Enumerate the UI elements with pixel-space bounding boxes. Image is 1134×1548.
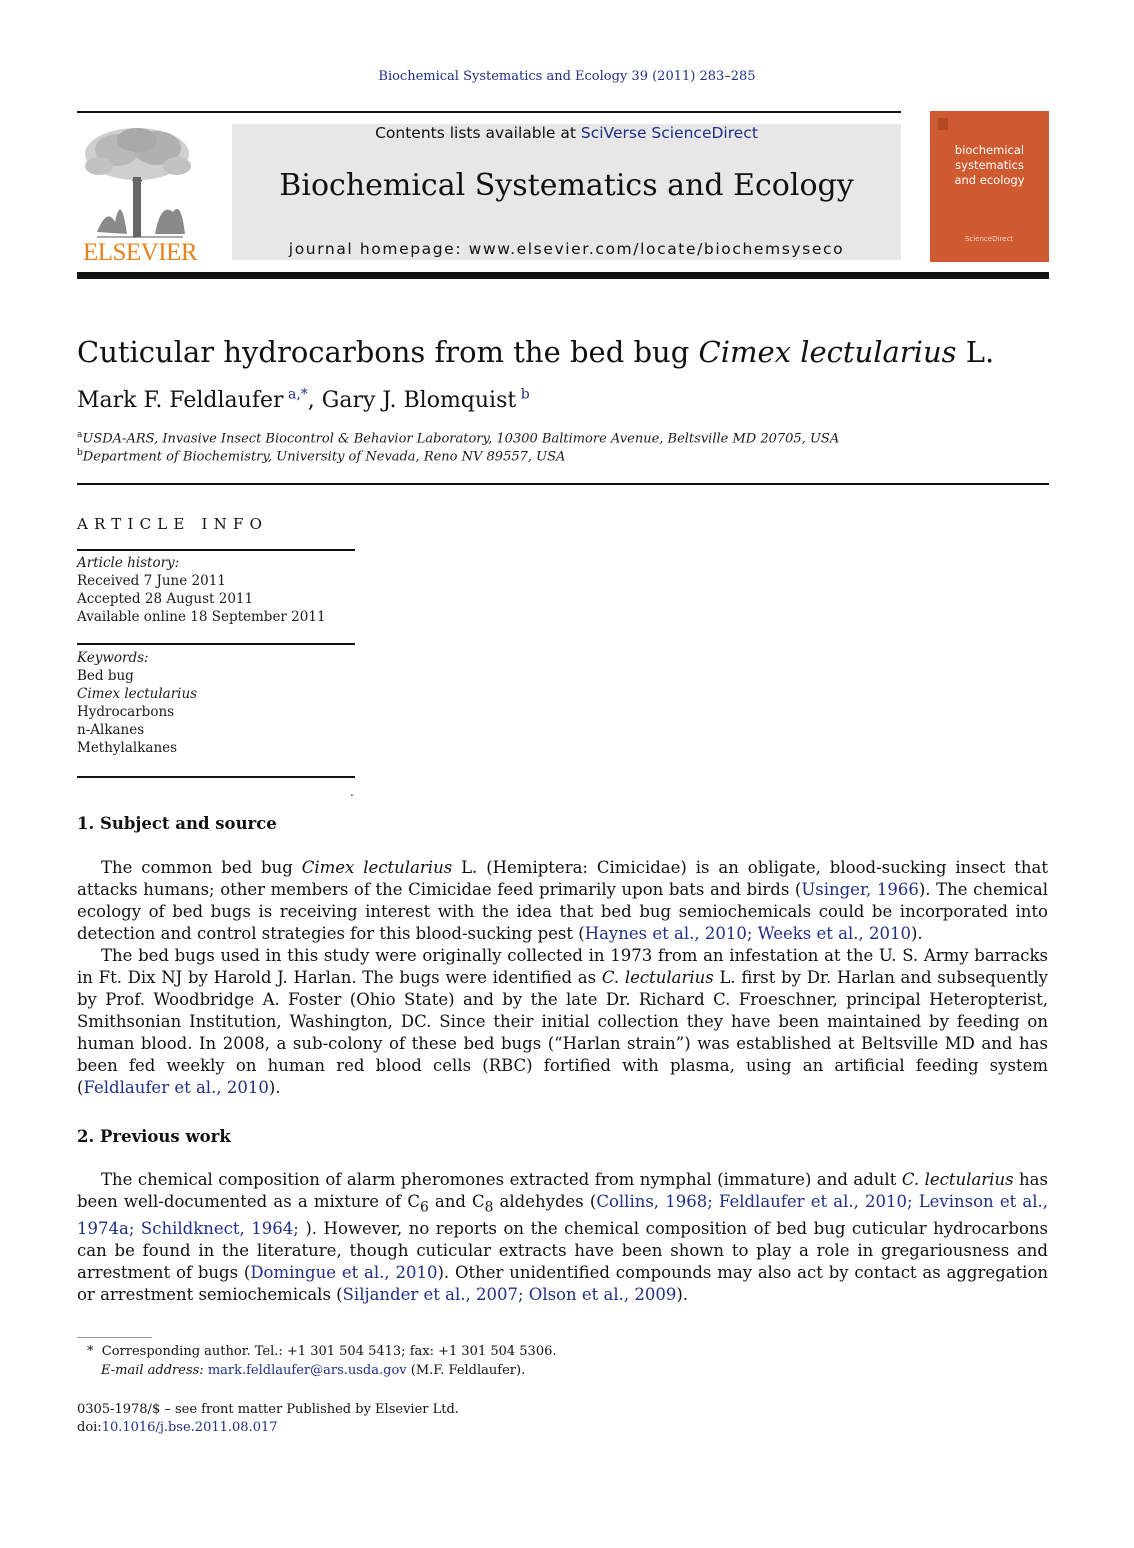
homepage-prefix: journal homepage: [288,240,469,258]
article-title [77,335,994,369]
affiliation-mark[interactable]: b [520,386,530,403]
keyword: Bed bug [77,668,134,684]
paragraph [77,945,1048,1099]
subscript: 6 [419,1199,429,1216]
journal-homepage [232,240,901,258]
doi-prefix: doi: [77,1420,102,1435]
title-suffix: L. [956,335,995,369]
article-info-heading: ARTICLE INFO [77,515,269,533]
keyword: Methylalkanes [77,740,178,756]
cover-title [938,143,1041,188]
front-matter: 0305-1978/$ – see front matter Published by Elsevier Ltd. [77,1402,459,1417]
text: has been well-documented as a mixture of C [77,1170,1048,1211]
text: The bed bugs used in this study were originally collected in 1973 from an infestation at the U. S. Army barracks in Ft. Dix NJ by Harold J. Harlan. The bugs were identified as [77,946,1048,987]
text: ). [910,924,923,943]
keyword: Hydrocarbons [77,704,175,720]
sciencedirect-link[interactable]: SciVerse ScienceDirect [580,124,758,142]
info-rule [77,776,355,778]
text: ). [268,1078,281,1097]
title-species: Cimex lectularius [698,335,957,369]
affiliation-text: USDA-ARS, Invasive Insect Biocontrol & Behavior Laboratory, 10300 Baltimore Avenue, Beltsville MD 20705, USA [82,431,840,447]
info-rule [77,549,355,551]
text: ). Other unidentified compounds may also act by contact as aggregation or arrestment semiochemicals ( [77,1263,1049,1305]
history-item: Available online 18 September 2011 [77,609,326,625]
doi-link[interactable]: 10.1016/j.bse.2011.08.017 [101,1420,278,1435]
text: The common bed bug [101,858,302,877]
text: aldehydes ( [493,1192,597,1211]
contents-line [232,124,901,142]
author-list [77,388,530,413]
corresponding-footnote [87,1342,557,1361]
affiliation-letter: b [77,448,83,458]
email-footnote [101,1361,525,1380]
doi-line [77,1418,278,1437]
email-link[interactable]: mark.feldlaufer@ars.usda.gov [207,1363,407,1378]
affiliation-mark[interactable]: a, [287,386,301,403]
text: L. (Hemiptera: Cimicidae) is an obligate, blood-sucking insect that attacks humans; other members of the Cimicidae feed primarily upon bats and birds ( [77,858,1049,899]
author-name[interactable]: Mark F. Feldlaufer [77,388,284,413]
footnote-text: Corresponding author. Tel.: +1 301 504 5413; fax: +1 301 504 5306. [101,1344,557,1359]
section-body [77,857,1048,1099]
section-heading: 2. Previous work [77,1127,231,1146]
keyword: Cimex lectularius [77,686,198,702]
text: ). However, no reports on the chemical composition of bed bug cuticular hydrocarbons can be found in the literature, though cuticular extracts have been shown to play a role in gregariousness and arrestment of bugs ( [77,1219,1048,1283]
keyword: n-Alkanes [77,722,145,738]
species-name: C. lectularius [601,968,714,987]
info-rule [77,643,355,645]
text: The chemical composition of alarm pheromones extracted from nymphal (immature) and adult [101,1170,902,1189]
cover-elsevier-icon [938,118,948,130]
homepage-url[interactable]: www.elsevier.com/locate/biochemsyseco [468,240,845,258]
corresponding-mark[interactable]: * [300,386,308,403]
cover-sciencedirect: ScienceDirect [964,235,1014,243]
text: ). [676,1285,689,1305]
reference-link[interactable]: Feldlaufer et al., 2010 [83,1078,269,1097]
history-item: Received 7 June 2011 [77,573,226,589]
author-separator: , [307,388,322,413]
history-item: Accepted 28 August 2011 [77,591,254,607]
footnote-rule [77,1337,152,1338]
paragraph [77,1169,1048,1306]
email-suffix: (M.F. Feldlaufer). [406,1363,526,1378]
elsevier-wordmark: ELSEVIER [82,239,198,266]
reference-link[interactable]: Usinger, 1966 [801,880,919,899]
section-body [77,1169,1048,1306]
abstract-placeholder-dot: . [350,785,354,799]
cover-line: systematics [955,158,1024,172]
history-label: Article history: [77,555,180,571]
paragraph [77,857,1048,945]
species-name: Cimex lectularius [301,858,453,877]
affiliation [77,430,839,446]
footnote-star: * [87,1344,94,1359]
subscript: 8 [484,1199,494,1216]
email-label: E-mail address: [101,1363,208,1378]
header-rule [77,111,901,113]
species-name: C. lectularius [901,1170,1014,1189]
section-heading: 1. Subject and source [77,814,277,833]
text: and C [428,1192,485,1211]
header-thick-rule [77,272,1049,279]
author-name[interactable]: Gary J. Blomquist [321,388,517,413]
title-rule [77,483,1049,485]
text: ). The chemical ecology of bed bugs is receiving interest with the idea that bed bug semiochemicals could be incorporated into detection and control strategies for this blood-sucking pest ( [77,880,1048,943]
reference-link[interactable]: Domingue et al., 2010 [250,1263,438,1283]
article-history [77,554,326,626]
affiliation [77,448,565,464]
cover-line: and ecology [954,173,1025,187]
reference-link[interactable]: Siljander et al., 2007; Olson et al., 2009 [342,1285,677,1305]
cover-line: biochemical [954,143,1025,157]
reference-link[interactable]: Collins, 1968; Feldlaufer et al., 2010; Levinson et al., 1974a; Schildknect, 1964; [77,1192,1048,1239]
text: L. first by Dr. Harlan and subsequently by Prof. Woodbridge A. Foster (Ohio State) and by the late Dr. Richard C. Froeschner, principal Heteropterist, Smithsonian Institution, Washington, DC. Since their initial collection they have been maintained by feeding on human blood. In 2008, a sub-colony of these bed bugs (“Harlan strain”) was established at Beltsville MD and has been fed weekly on human red blood cells (RBC) fortified with plasma, using an artificial feeding system ( [77,968,1048,1097]
journal-title: Biochemical Systematics and Ecology [279,168,854,203]
title-text: Cuticular hydrocarbons from the bed bug [77,335,699,369]
keywords [77,649,197,757]
elsevier-tree-logo [77,122,203,238]
reference-link[interactable]: Haynes et al., 2010; Weeks et al., 2010 [584,924,911,943]
contents-prefix: Contents lists available at [375,124,581,142]
keywords-label: Keywords: [77,650,149,666]
affiliation-text: Department of Biochemistry, University of Nevada, Reno NV 89557, USA [82,449,566,465]
affiliation-letter: a [77,430,83,440]
journal-citation[interactable]: Biochemical Systematics and Ecology 39 (2011) 283–285 [378,69,756,84]
